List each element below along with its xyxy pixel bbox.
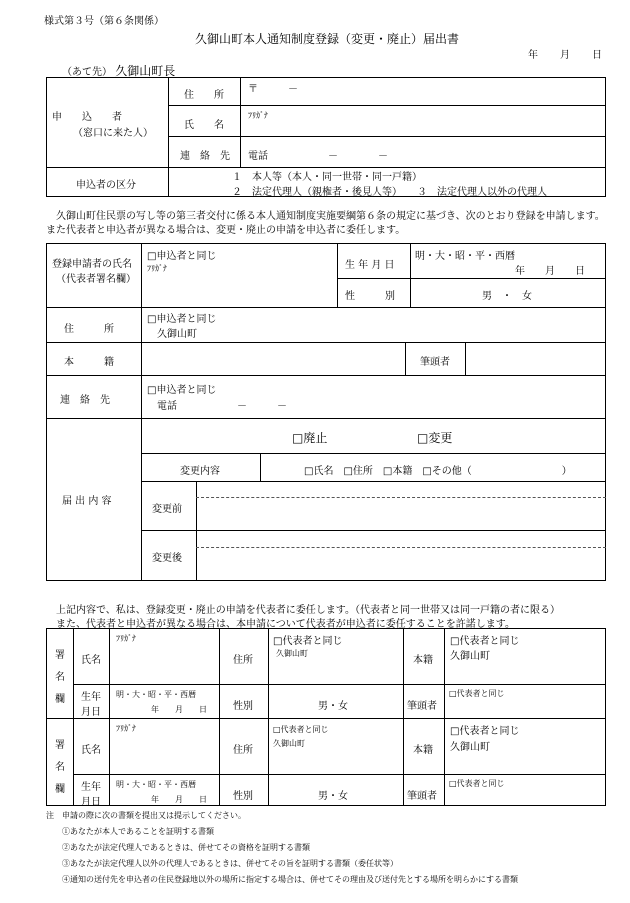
statement: 久御山町住民票の写し等の第三者交付に係る本人通知制度実施要綱第６条の規定に基づき、次のとおり登録を申請します。また代表者と申込者が異なる場合は、変更・廃止の申請を申込者に委任します。	[46, 211, 605, 236]
applicant-address-label: 住 所	[184, 90, 224, 101]
sign2-head-label: 筆頭者	[407, 791, 437, 802]
sign1-eras[interactable]: 明・大・昭・平・西暦	[116, 690, 196, 699]
sign2-col-2: 名	[55, 762, 65, 773]
sign1-sex[interactable]: 男・女	[318, 701, 348, 712]
applicant-contact-label: 連 絡 先	[180, 151, 230, 162]
sign2-honseki-same[interactable]: □代表者と同じ	[450, 726, 520, 737]
reg-head-label: 筆頭者	[420, 357, 450, 368]
sign1-ymd[interactable]: 年 月 日	[151, 705, 207, 714]
sign1-col-1: 署	[55, 650, 65, 661]
delegation-line-2: また、代表者と申込者が異なる場合は、本申請について代表者が申込者に委任することを許諾します。	[46, 619, 515, 630]
sign2-col-1: 署	[55, 740, 65, 751]
sign2-head-same[interactable]: □代表者と同じ	[449, 779, 505, 788]
sign2-honseki-town[interactable]: 久御山町	[450, 742, 490, 753]
change-content-label: 変更内容	[180, 466, 220, 477]
applicant-category-1[interactable]: １ 本人等（本人・同一世帯・同一戸籍）	[232, 172, 422, 183]
abolish-checkbox[interactable]: □廃止	[292, 431, 328, 445]
reg-dob-ymd[interactable]: 年 月 日	[515, 266, 585, 277]
sign2-honseki-label: 本籍	[413, 745, 433, 756]
applicant-name-label: 氏 名	[184, 120, 224, 131]
sign1-furigana[interactable]: ﾌﾘｶﾞﾅ	[116, 634, 136, 643]
sign1-col-3: 欄	[55, 694, 65, 705]
applicant-phone[interactable]: 電話 － －	[248, 151, 388, 162]
sign2-sex[interactable]: 男・女	[318, 791, 348, 802]
reg-address-town[interactable]: 久御山町	[157, 329, 197, 340]
sign1-sex-label: 性別	[233, 701, 253, 712]
sign2-name-label: 氏名	[81, 745, 101, 756]
addressee-name: 久御山町長	[115, 64, 176, 78]
delegation-line-1: 上記内容で、私は、登録変更・廃止の申請を代表者に委任します。（代表者と同一世帯又は同一戸籍の者に限る）	[46, 605, 560, 616]
notes-item-2: ②あなたが法定代理人であるときは、併せてその資格を証明する書類	[62, 843, 310, 852]
reg-sex[interactable]: 男 ・ 女	[482, 291, 532, 302]
sign1-head-label: 筆頭者	[407, 701, 437, 712]
applicant-label: 申 込 者	[52, 112, 122, 123]
sign2-eras[interactable]: 明・大・昭・平・西暦	[116, 780, 196, 789]
reg-dob-label: 生 年 月 日	[345, 260, 395, 271]
change-checkbox[interactable]: □変更	[417, 431, 453, 445]
date-month: 月	[560, 50, 570, 61]
applicant-furigana[interactable]: ﾌﾘｶﾞﾅ	[248, 111, 268, 120]
reg-sex-label: 性 別	[345, 291, 395, 302]
sign2-address-label: 住所	[233, 745, 253, 756]
notes-item-3: ③あなたが法定代理人以外の代理人であるときは、併せてその旨を証明する書類（委任状等）	[62, 859, 398, 868]
sign1-name-label: 氏名	[81, 655, 101, 666]
sign2-furigana[interactable]: ﾌﾘｶﾞﾅ	[116, 724, 136, 733]
reg-name-label-1: 登録申請者の氏名	[52, 259, 132, 270]
notes-item-1: ①あなたが本人であることを証明する書類	[62, 827, 214, 836]
reg-furigana[interactable]: ﾌﾘｶﾞﾅ	[147, 264, 167, 273]
applicant-sub: （窓口に来た人）	[73, 128, 153, 139]
sign1-head-same[interactable]: □代表者と同じ	[449, 689, 505, 698]
date-day: 日	[592, 50, 602, 61]
sign1-address-town[interactable]: 久御山町	[276, 649, 308, 658]
sign2-ymd[interactable]: 年 月 日	[151, 795, 207, 804]
before-label: 変更前	[152, 504, 182, 515]
reg-address-same-checkbox[interactable]: □申込者と同じ	[147, 314, 217, 325]
sign2-sex-label: 性別	[233, 791, 253, 802]
sign1-col-2: 名	[55, 672, 65, 683]
reg-name-label-2: （代表者署名欄）	[56, 274, 136, 285]
reg-honseki-label: 本 籍	[64, 357, 114, 368]
applicant-category-2[interactable]: ２ 法定代理人（親権者・後見人等） ３ 法定代理人以外の代理人	[232, 187, 547, 198]
sign2-dob-label-2: 月日	[81, 797, 101, 808]
applicant-category-label: 申込者の区分	[76, 180, 136, 191]
reg-contact-label: 連 絡 先	[60, 395, 110, 406]
notes-item-4: ④通知の送付先を申込者の住民登録地以外の場所に指定する場合は、併せてその理由及び送付先とする場所を明らかにする書類	[62, 875, 518, 884]
after-label: 変更後	[152, 553, 182, 564]
reg-contact-same-checkbox[interactable]: □申込者と同じ	[147, 385, 217, 396]
notes-header: 注 申請の際に次の書類を提出又は提示してください。	[46, 811, 246, 820]
form-title: 久御山町本人通知制度登録（変更・廃止）届出書	[195, 32, 460, 46]
sign1-address-label: 住所	[233, 655, 253, 666]
reg-eras[interactable]: 明・大・昭・平・西暦	[415, 251, 515, 262]
reg-notice-label: 届 出 内 容	[62, 496, 112, 507]
sign1-dob-label-2: 月日	[81, 707, 101, 718]
sign1-honseki-same[interactable]: □代表者と同じ	[450, 636, 520, 647]
sign1-address-same[interactable]: □代表者と同じ	[273, 636, 343, 647]
reg-address-label: 住 所	[64, 324, 114, 335]
date-year: 年	[528, 50, 538, 61]
addressee-prefix: （あて先）	[62, 67, 112, 78]
change-options[interactable]: □氏名 □住所 □本籍 □その他（ ）	[304, 466, 572, 477]
sign2-address-town[interactable]: 久御山町	[273, 739, 305, 748]
sign1-honseki-town[interactable]: 久御山町	[450, 651, 490, 662]
reg-same-checkbox[interactable]: □申込者と同じ	[147, 251, 217, 262]
form-number: 様式第３号（第６条関係）	[44, 16, 164, 27]
sign2-address-same[interactable]: □代表者と同じ	[273, 725, 329, 734]
applicant-postal[interactable]: 〒 －	[248, 84, 298, 95]
sign2-col-3: 欄	[55, 784, 65, 795]
sign2-dob-label-1: 生年	[81, 782, 101, 793]
reg-phone[interactable]: 電話 － －	[157, 401, 287, 412]
sign1-dob-label-1: 生年	[81, 692, 101, 703]
sign1-honseki-label: 本籍	[413, 655, 433, 666]
